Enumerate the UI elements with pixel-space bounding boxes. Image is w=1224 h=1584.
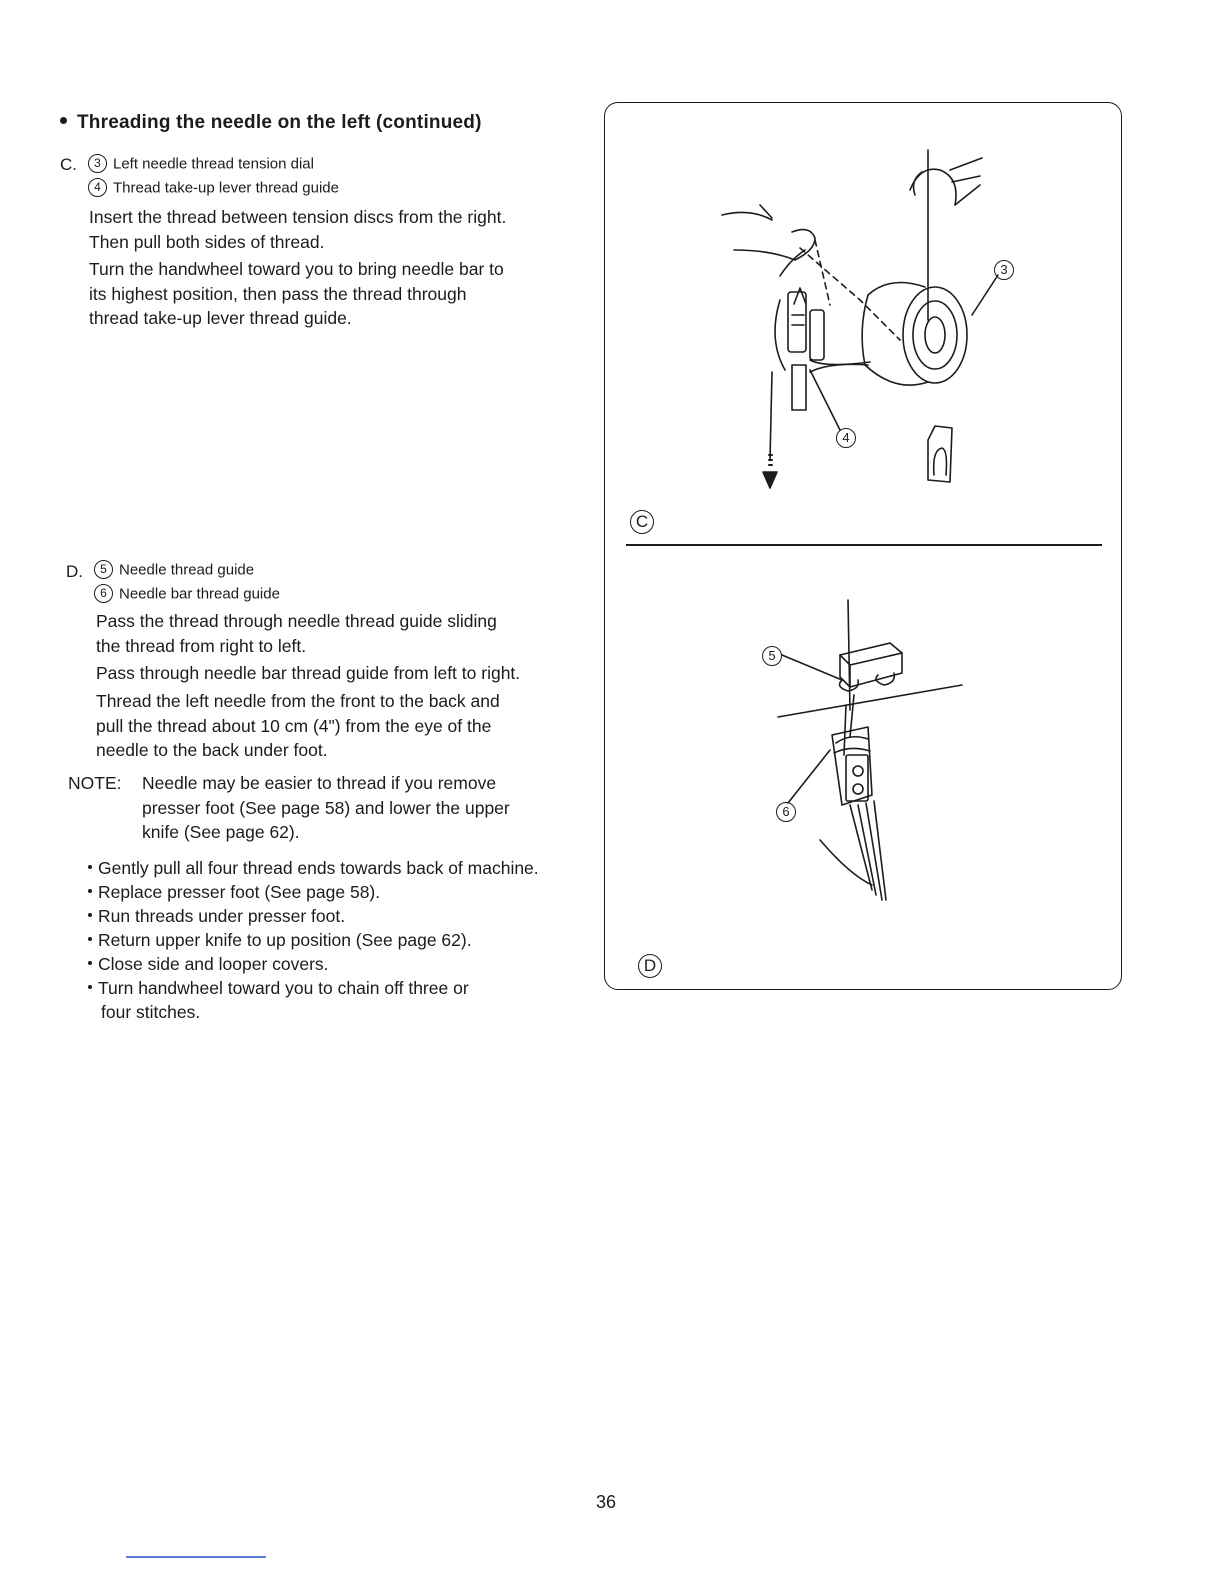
section-d-paragraph-2: Pass through needle bar thread guide from left to right. [96,663,521,683]
part-6-label: 6 Needle bar thread guide [94,585,280,604]
section-d-letter: D. [66,562,83,581]
steps-list [88,856,539,1024]
bullet-icon [88,865,92,869]
bullet-icon [88,889,92,893]
heading-bullet-icon [60,117,67,124]
note-text: Needle may be easier to thread if you remove presser foot (See page 58) and lower the upper knife (See page 62). [142,773,510,842]
callout-3-icon: 3 [994,260,1014,280]
list-item: Run threads under presser foot. [88,904,539,928]
part-3-label: 3 Left needle thread tension dial [88,155,314,174]
bullet-icon [88,913,92,917]
section-d-paragraph-1: Pass the thread through needle thread guide sliding the thread from right to left. [96,611,497,656]
list-item: Return upper knife to up position (See page 62). [88,928,539,952]
callout-6-icon: 6 [94,584,113,603]
callout-5-icon: 5 [762,646,782,666]
bullet-icon [88,961,92,965]
figure-d-label: D [638,954,662,978]
section-d-paragraph-3: Thread the left needle from the front to the back and pull the thread about 10 cm (4") from the eye of the needle to the back under foot. [96,691,500,760]
callout-4-icon: 4 [88,178,107,197]
part-4-label: 4 Thread take-up lever thread guide [88,179,339,198]
callout-4-icon: 4 [836,428,856,448]
footer-rule [126,1556,266,1558]
callout-5-icon: 5 [94,560,113,579]
section-heading: Threading the needle on the left (continued) [60,112,482,134]
list-item: Close side and looper covers. [88,952,539,976]
section-c-paragraph-1: Insert the thread between tension discs from the right. Then pull both sides of thread. [89,207,507,252]
bullet-icon [88,985,92,989]
list-item-continuation: four stitches. [101,1002,201,1022]
list-item: Turn handwheel toward you to chain off three or [88,976,539,1000]
callout-6-icon: 6 [776,802,796,822]
bullet-icon [88,937,92,941]
illustration-d [610,555,1110,955]
page-number: 36 [596,1492,617,1512]
figure-divider [626,544,1102,546]
list-item: Replace presser foot (See page 58). [88,880,539,904]
list-item: Gently pull all four thread ends towards back of machine. [88,856,539,880]
section-c-letter: C. [60,155,77,174]
section-c-paragraph-2: Turn the handwheel toward you to bring needle bar to its highest position, then pass the thread through thread take-up lever thread guide. [89,259,504,328]
note-label: NOTE: [68,773,122,793]
callout-3-icon: 3 [88,154,107,173]
illustration-c [610,110,1110,540]
part-5-label: 5 Needle thread guide [94,561,254,580]
figure-c-label: C [630,510,654,534]
